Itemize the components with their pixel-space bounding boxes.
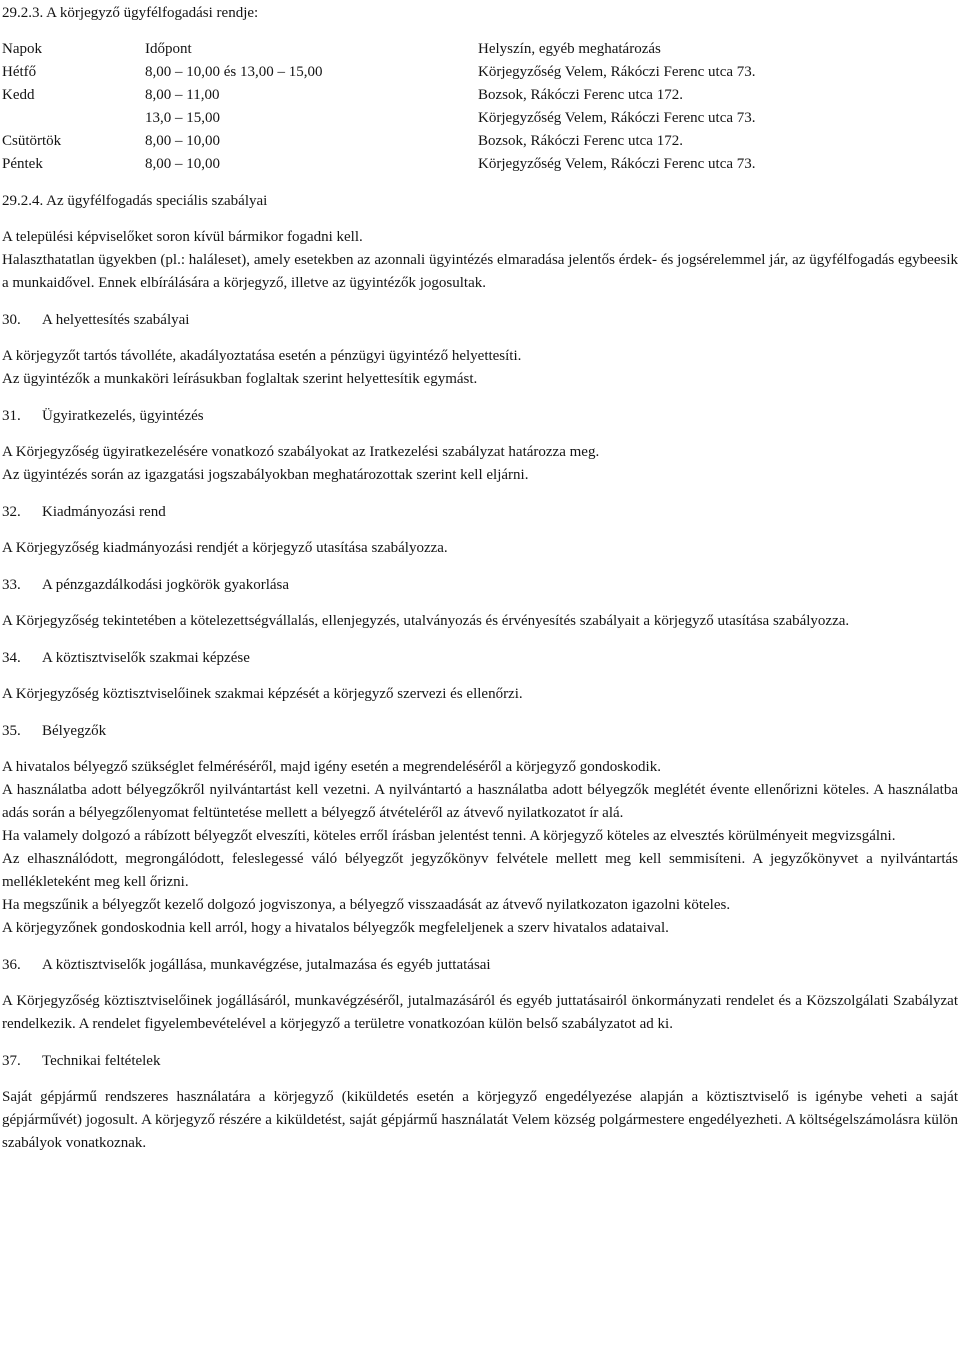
section-number: 33. bbox=[2, 577, 21, 593]
section-37-heading bbox=[2, 1050, 958, 1073]
section-33-heading bbox=[2, 574, 958, 597]
schedule-place: Bozsok, Rákóczi Ferenc utca 172. bbox=[478, 133, 683, 149]
schedule-day: Kedd bbox=[2, 87, 35, 103]
schedule-place: Körjegyzőség Velem, Rákóczi Ferenc utca 73. bbox=[478, 156, 756, 172]
section-title: Technikai feltételek bbox=[42, 1053, 161, 1069]
schedule-place: Körjegyzőség Velem, Rákóczi Ferenc utca 73. bbox=[478, 110, 756, 126]
schedule-header-place: Helyszín, egyéb meghatározás bbox=[478, 41, 661, 57]
schedule-header bbox=[2, 38, 958, 61]
paragraph: A Körjegyzőség ügyiratkezelésére vonatkozó szabályokat az Iratkezelési szabályzat határozza meg. bbox=[2, 444, 600, 460]
paragraph: Ha valamely dolgozó a rábízott bélyegzőt elveszíti, köteles erről írásban jelentést tenni. A körjegyző köteles az elvesztés körülményeit megvizsgálni. bbox=[2, 828, 896, 844]
reception-schedule bbox=[2, 38, 958, 176]
paragraph: A Körjegyzőség köztisztviselőinek szakmai képzését a körjegyző szervezi és ellenőrzi. bbox=[2, 686, 523, 702]
schedule-time: 8,00 – 10,00 bbox=[145, 156, 220, 172]
section-number: 31. bbox=[2, 408, 21, 424]
paragraph: A körjegyzőnek gondoskodnia kell arról, hogy a hivatalos bélyegzők megfeleljenek a szerv hivatalos adataival. bbox=[2, 920, 669, 936]
schedule-header-time: Időpont bbox=[145, 41, 192, 57]
section-number: 32. bbox=[2, 504, 21, 520]
schedule-time: 8,00 – 10,00 bbox=[145, 133, 220, 149]
section-34-heading bbox=[2, 647, 958, 670]
section-number: 36. bbox=[2, 957, 21, 973]
section-30-heading bbox=[2, 309, 958, 332]
schedule-row bbox=[2, 153, 958, 176]
section-number: 37. bbox=[2, 1053, 21, 1069]
paragraph: Halaszthatatlan ügyekben (pl.: haláleset), amely esetekben az azonnali ügyintézés elmaradása jelentős érdek- és jogsérelemmel jár, az ügyfélfogadás egybeesik a munkaidővel. Ennek elbírálására a körjegyző, illetve az ügyintézők jogosultak. bbox=[2, 252, 958, 291]
paragraph: A Körjegyzőség kiadmányozási rendjét a körjegyző utasítása szabályozza. bbox=[2, 540, 448, 556]
paragraph: Az ügyintézés során az igazgatási jogszabályokban meghatározottak szerint kell eljárni. bbox=[2, 467, 529, 483]
schedule-header-day: Napok bbox=[2, 41, 42, 57]
section-title: A pénzgazdálkodási jogkörök gyakorlása bbox=[42, 577, 290, 593]
section-2923-heading: 29.2.3. A körjegyző ügyfélfogadási rendje: bbox=[2, 5, 259, 21]
section-number: 34. bbox=[2, 650, 21, 666]
schedule-time: 8,00 – 11,00 bbox=[145, 87, 220, 103]
section-31-heading bbox=[2, 405, 958, 428]
section-title: Ügyiratkezelés, ügyintézés bbox=[42, 408, 204, 424]
section-number: 35. bbox=[2, 723, 21, 739]
schedule-time: 8,00 – 10,00 és 13,00 – 15,00 bbox=[145, 64, 323, 80]
schedule-day: Hétfő bbox=[2, 64, 37, 80]
paragraph: Ha megszűnik a bélyegzőt kezelő dolgozó jogviszonya, a bélyegző visszaadását az átvevő nyilatkozaton igazolni köteles. bbox=[2, 897, 731, 913]
paragraph: A hivatalos bélyegző szükséglet felméréséről, majd igény esetén a megrendeléséről a körjegyző gondoskodik. bbox=[2, 759, 661, 775]
paragraph: Saját gépjármű rendszeres használatára a körjegyző (kiküldetés esetén a körjegyző engedélyezése alapján a köztisztviselő is igénybe veheti a saját gépjárművét) jogosult. A körjegyző részére a kiküldetést, saját gépjármű használatát Velem község polgármestere engedélyezheti. A költségelszámolásra külön szabályok vonatkoznak. bbox=[2, 1089, 958, 1151]
section-32-heading bbox=[2, 501, 958, 524]
paragraph: A települési képviselőket soron kívül bármikor fogadni kell. bbox=[2, 229, 363, 245]
paragraph: A Körjegyzőség köztisztviselőinek jogállásáról, munkavégzéséről, jutalmazásáról és egyéb juttatásairól önkormányzati rendelet és a Közszolgálati Szabályzat rendelkezik. A rendelet figyelembevételével a körjegyző a területre vonatkozóan külön belső szabályzatot ad ki. bbox=[2, 993, 958, 1032]
schedule-row bbox=[2, 61, 958, 84]
schedule-place: Bozsok, Rákóczi Ferenc utca 172. bbox=[478, 87, 683, 103]
schedule-row bbox=[2, 84, 958, 107]
section-number: 30. bbox=[2, 312, 21, 328]
section-title: A köztisztviselők jogállása, munkavégzése, jutalmazása és egyéb juttatásai bbox=[42, 957, 491, 973]
section-title: A köztisztviselők szakmai képzése bbox=[42, 650, 250, 666]
section-title: Bélyegzők bbox=[42, 723, 107, 739]
schedule-row bbox=[2, 130, 958, 153]
paragraph: A használatba adott bélyegzőkről nyilvántartást kell vezetni. A nyilvántartó a használatba adott bélyegzők meglétét évente ellenőrizni köteles. A használatba adás során a bélyegzőlenyomat feltüntetése mellett a bélyegző átvételéről az átvevő nyilatkozatot ír alá. bbox=[2, 782, 958, 821]
paragraph: Az ügyintézők a munkaköri leírásukban foglaltak szerint helyettesítik egymást. bbox=[2, 371, 478, 387]
section-title: Kiadmányozási rend bbox=[42, 504, 166, 520]
schedule-day: Péntek bbox=[2, 156, 43, 172]
section-36-heading bbox=[2, 954, 958, 977]
schedule-day: Csütörtök bbox=[2, 133, 62, 149]
paragraph: A körjegyzőt tartós távolléte, akadályoztatása esetén a pénzügyi ügyintéző helyettesíti. bbox=[2, 348, 522, 364]
schedule-time: 13,0 – 15,00 bbox=[145, 110, 220, 126]
section-title: A helyettesítés szabályai bbox=[42, 312, 190, 328]
paragraph: Az elhasználódott, megrongálódott, feleslegessé váló bélyegzőt jegyzőkönyv felvétele mellett meg kell semmisíteni. A jegyzőkönyvet a nyilvántartás mellékleteként meg kell őrizni. bbox=[2, 851, 958, 890]
schedule-place: Körjegyzőség Velem, Rákóczi Ferenc utca 73. bbox=[478, 64, 756, 80]
paragraph: A Körjegyzőség tekintetében a kötelezettségvállalás, ellenjegyzés, utalványozás és érvényesítés szabályait a körjegyző utasítása szabályozza. bbox=[2, 613, 850, 629]
section-35-heading bbox=[2, 720, 958, 743]
section-2924-heading: 29.2.4. Az ügyfélfogadás speciális szabályai bbox=[2, 193, 268, 209]
schedule-row bbox=[2, 107, 958, 130]
